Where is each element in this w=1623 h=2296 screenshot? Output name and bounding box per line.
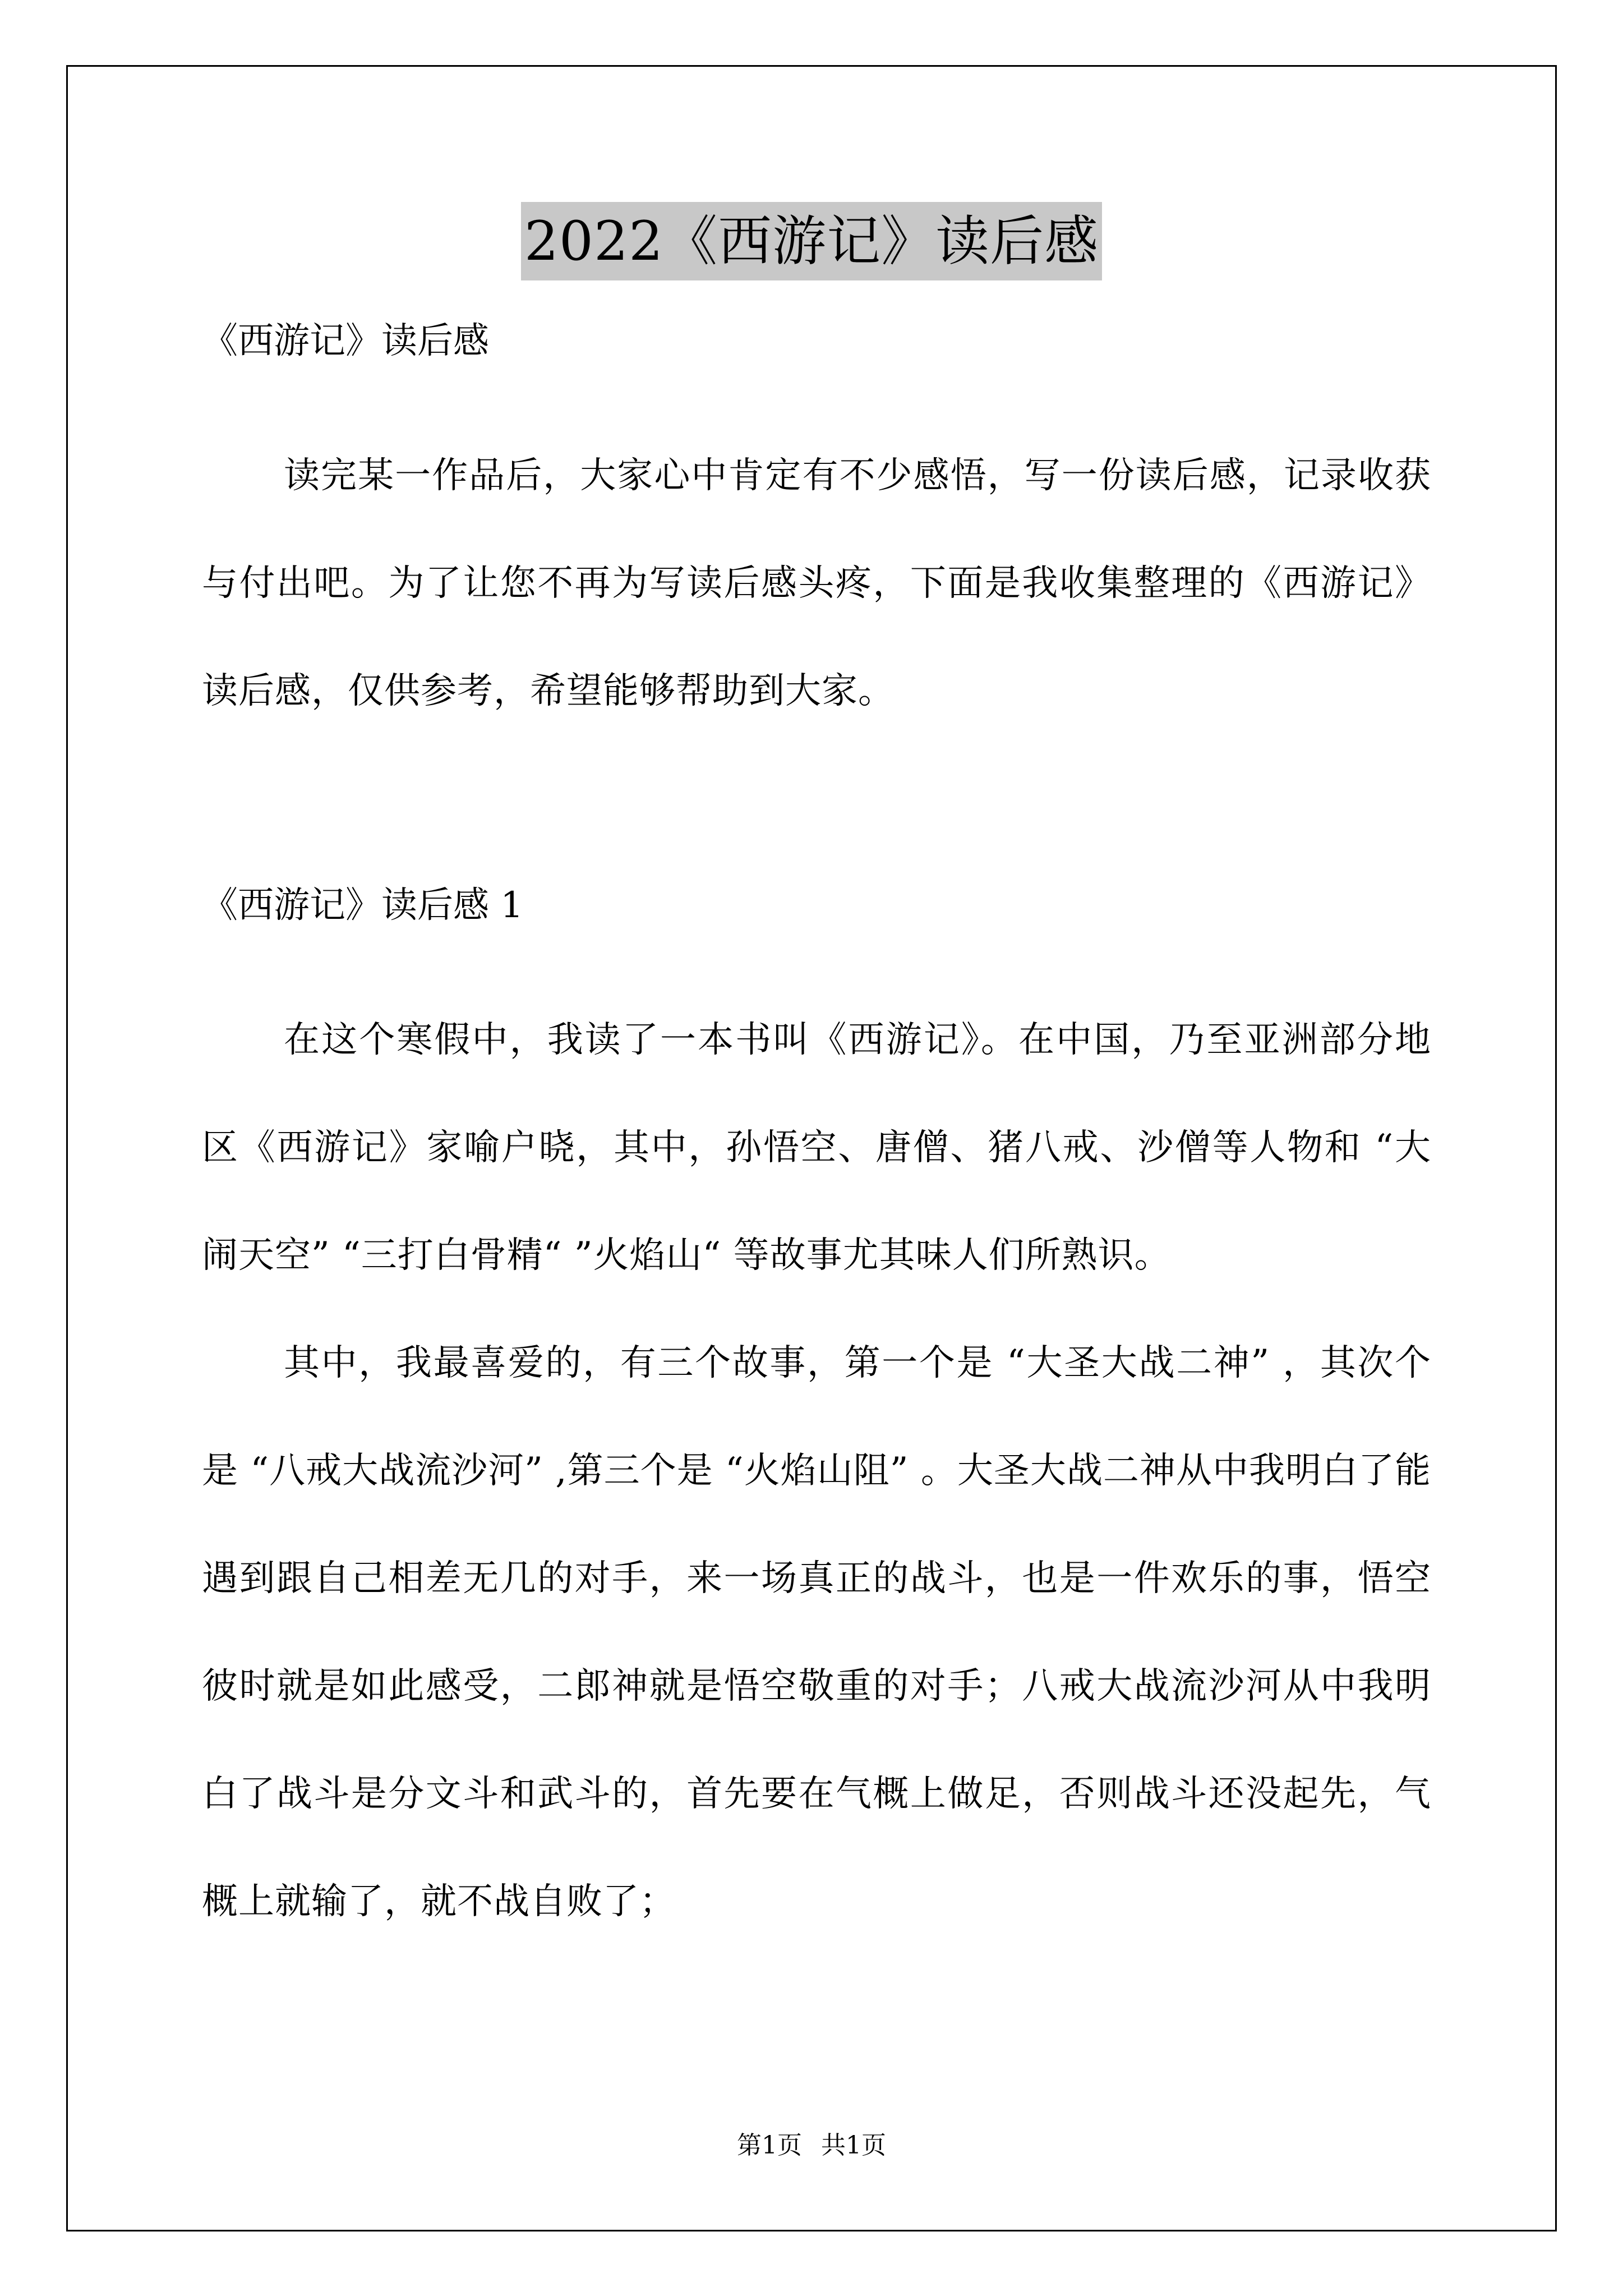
essay-paragraph-2: 其中，我最喜爱的，有三个故事，第一个是 “大圣大战二神” ，其次个是 “八戒大战流沙河” ,第三个是 “火焰山阻” 。大圣大战二神从中我明白了能遇到跟自己相差无几的对手，来一场真正的战斗，也是一件欢乐的事，悟空彼时就是如此感受，二郎神就是悟空敬重的对手；八戒大战流沙河从中我明白了战斗是分文斗和武斗的，首先要在气概上做足，否则战斗还没起先，气概上就输了，就不战自败了； — [202, 1342, 1431, 1922]
essay-heading: 《西游记》读后感 1 — [202, 885, 524, 926]
page-number-total: 共1页 — [821, 2131, 886, 2160]
section-heading: 《西游记》读后感 — [202, 320, 489, 362]
title-container — [0, 202, 1623, 280]
intro-paragraph: 读完某一作品后，大家心中肯定有不少感悟，写一份读后感，记录收获与付出吧。为了让您不再为写读后感头疼，下面是我收集整理的《西游记》读后感，仅供参考，希望能够帮助到大家。 — [202, 455, 1431, 712]
essay-paragraph-1: 在这个寒假中，我读了一本书叫《西游记》。在中国，乃至亚洲部分地区《西游记》家喻户晓，其中，孙悟空、唐僧、猪八戒、沙僧等人物和 “大闹天空” “三打白骨精“ ”火焰山“ 等故事尤其味人们所熟识。 — [202, 1019, 1431, 1276]
document-title: 2022《西游记》读后感 — [521, 202, 1102, 280]
document-body — [202, 314, 1431, 1955]
page-footer — [0, 2129, 1623, 2162]
page-number-current: 第1页 — [737, 2131, 802, 2160]
